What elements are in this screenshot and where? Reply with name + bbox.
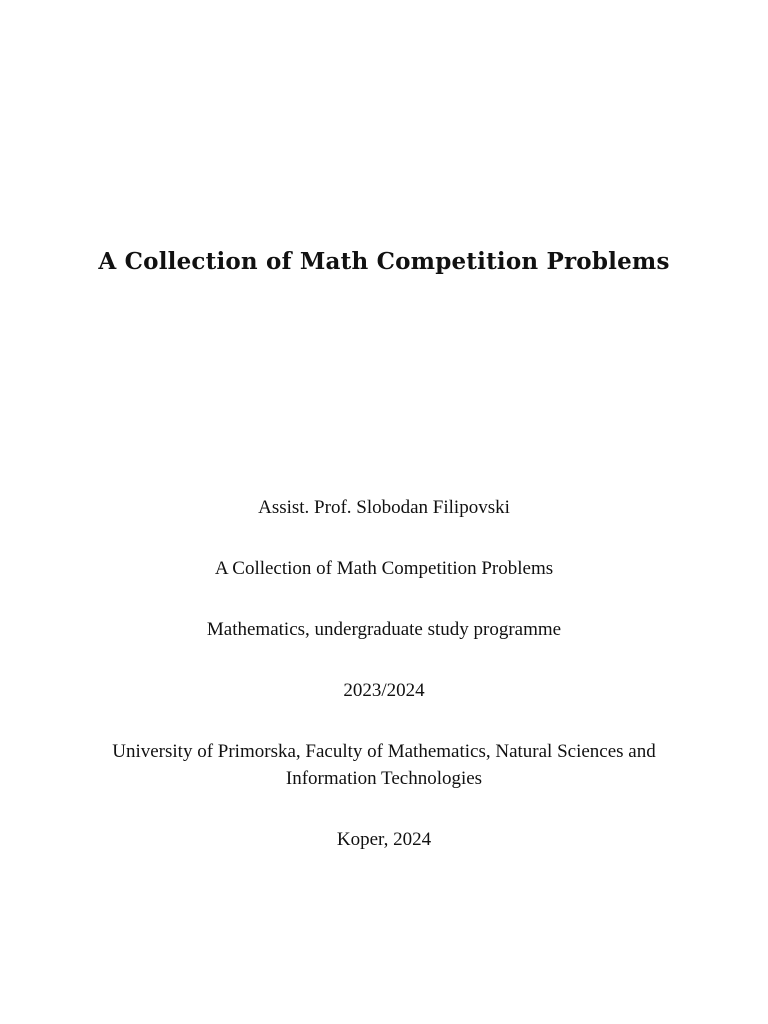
spacer <box>0 643 768 677</box>
author: Assist. Prof. Slobodan Filipovski <box>258 497 510 518</box>
study-programme: Mathematics, undergraduate study programme <box>206 619 562 640</box>
spacer <box>0 792 768 826</box>
main-title: A Collection of Math Competition Problems <box>98 248 670 275</box>
spacer <box>0 704 768 738</box>
academic-year: 2023/2024 <box>343 680 425 701</box>
subtitle: A Collection of Math Competition Problems <box>214 558 554 579</box>
institution: University of Primorska, Faculty of Mathematics, Natural Sciences and Information Technologies <box>112 741 656 789</box>
title-page-meta <box>0 494 768 853</box>
spacer <box>0 582 768 616</box>
spacer <box>0 521 768 555</box>
place-and-date: Koper, 2024 <box>336 829 432 850</box>
